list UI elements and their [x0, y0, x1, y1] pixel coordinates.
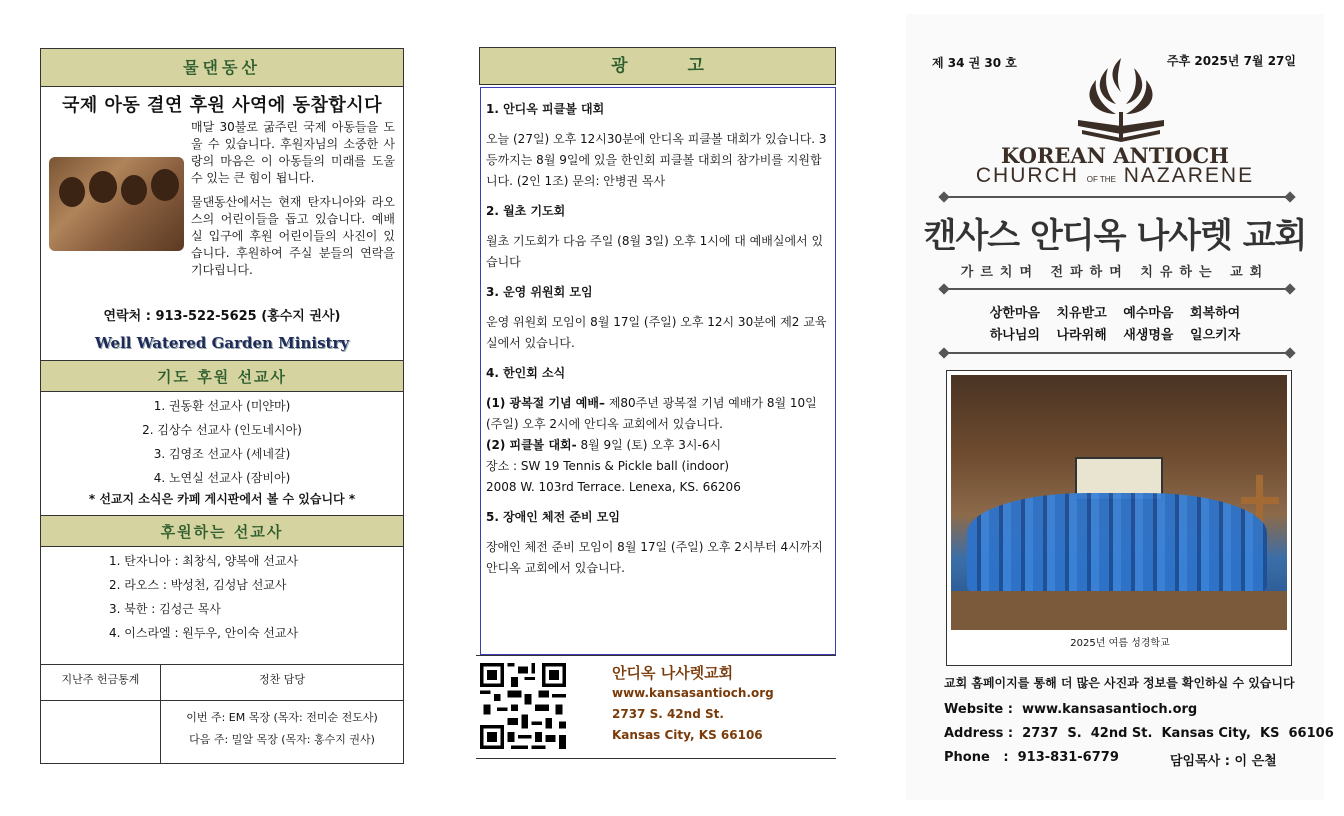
- supported-list: [41, 549, 403, 645]
- announcement-heading: 5. 장애인 체전 준비 모임: [486, 510, 620, 524]
- divider-rule: [946, 288, 1288, 290]
- item-label: (2) 피클볼 대회-: [486, 438, 577, 452]
- announcement-heading: 2. 월초 기도회: [486, 204, 566, 218]
- church-footer: [476, 655, 836, 759]
- announcement-body: 오늘 (27일) 오후 12시30분에 안디옥 피클볼 대회가 있습니다. 3등까지는 8월 9일에 있을 한인회 피클볼 대회의 참가비를 지원합니다. (2인 1조) 문의: 안병권 목사: [486, 132, 827, 188]
- footer-city: Kansas City, KS 66106: [612, 728, 763, 742]
- list-item: 2. 김상수 선교사 (인도네시아): [142, 423, 302, 437]
- announcements-panel: [480, 87, 836, 655]
- church-word: CHURCH: [975, 164, 1087, 187]
- footer-street: 2737 S. 42nd St.: [612, 707, 724, 721]
- list-item: 3. 북한 : 김성근 목사: [109, 602, 221, 616]
- homepage-info: 교회 홈페이지를 통해 더 많은 사진과 정보를 확인하실 수 있습니다: [944, 676, 1295, 690]
- stats-table: [41, 664, 403, 764]
- list-item: 4. 노연실 선교사 (잠비아): [153, 471, 291, 485]
- children-group: [967, 493, 1267, 593]
- church-logo-icon: [1066, 54, 1176, 148]
- address-row: Address : 2737 S. 42nd St. Kansas City, KS 66106: [944, 726, 1334, 741]
- bulletin-date: 주후 2025년 7월 27일: [1167, 54, 1296, 68]
- sponsorship-intro: [41, 117, 403, 307]
- sponsorship-text: [191, 119, 395, 279]
- offering-stats-header: 지난주 헌금통계: [61, 673, 140, 686]
- table-divider: [41, 700, 403, 701]
- section-title-prayer: 기도 후원 선교사: [41, 360, 403, 392]
- sponsorship-headline: 국제 아동 결연 후원 사역에 동참합시다: [61, 95, 383, 116]
- korean-church-name: 캔사스 안디옥 나사렛 교회: [923, 216, 1307, 256]
- korean-assoc-item-1: [486, 393, 829, 435]
- divider-rule: [946, 196, 1288, 198]
- contact-line: 연락처 : 913-522-5625 (홍수지 권사): [103, 309, 341, 324]
- footer-website-link[interactable]: www.kansasantioch.org: [612, 686, 774, 700]
- footer-church-name: 안디옥 나사렛교회: [612, 664, 734, 682]
- announcement-body: 월초 기도회가 다음 주일 (8월 3일) 오후 1시에 대 예배실에서 있습니다: [486, 234, 824, 269]
- qr-code-icon: [480, 663, 566, 749]
- children-photo: [49, 157, 184, 251]
- meal-duty-this-week: 이번 주: EM 목장 (목자: 전미순 전도사): [186, 711, 378, 724]
- venue-line: 장소 : SW 19 Tennis & Pickle ball (indoor): [486, 459, 730, 473]
- announcement-body: 장애인 체전 준비 모임이 8월 17일 (주일) 오후 2시부터 4시까지 안디옥 교회에서 있습니다.: [486, 540, 823, 575]
- nazarene-word: NAZARENE: [1115, 164, 1255, 187]
- korean-assoc-item-2: [486, 435, 829, 456]
- senior-pastor: 담임목사 : 이 은철: [1170, 754, 1277, 769]
- venue-address: 2008 W. 103rd Terrace. Lenexa, KS. 66206: [486, 480, 741, 494]
- photo-frame: [946, 370, 1292, 666]
- slogan-line-2: 하나님의 나라위해 새생명을 일으키자: [989, 328, 1241, 343]
- section-title-supported: 후원하는 선교사: [41, 515, 403, 547]
- meal-duty-next-week: 다음 주: 밀알 목장 (목자: 홍수지 권사): [189, 733, 375, 746]
- list-item: 1. 탄자니아 : 최창식, 양복애 선교사: [109, 554, 299, 568]
- church-name-line-1: KOREAN ANTIOCH: [1000, 143, 1230, 168]
- vbs-group-photo: [951, 375, 1287, 630]
- item-label: (1) 광복절 기념 예배–: [486, 396, 605, 410]
- volume-number: 제 34 권 30 호: [932, 56, 1017, 70]
- announcement-heading: 3. 운영 위원회 모임: [486, 285, 593, 299]
- list-item: 1. 권동환 선교사 (미얀마): [153, 399, 291, 413]
- phone-row: Phone : 913-831-6779: [944, 750, 1119, 765]
- ministry-logo-text: Well Watered Garden Ministry: [94, 334, 350, 352]
- announcement-body: 운영 위원회 모임이 8월 17일 (주일) 오후 12시 30분에 제2 교육실에서 있습니다.: [486, 315, 827, 350]
- slogan-line-1: 상한마음 치유받고 예수마음 회복하여: [989, 306, 1241, 321]
- announcement-heading: 1. 안디옥 피클볼 대회: [486, 102, 605, 116]
- church-name-line-2: [906, 164, 1324, 188]
- website-row[interactable]: Website : www.kansasantioch.org: [944, 702, 1198, 717]
- left-panel: [40, 48, 404, 764]
- announcements-title: 광고: [479, 47, 836, 85]
- cover-panel: [906, 14, 1334, 800]
- meal-duty-header: 정찬 담당: [258, 673, 305, 686]
- announcement-heading: 4. 한인회 소식: [486, 366, 566, 380]
- photo-caption: 2025년 여름 성경학교: [1070, 638, 1170, 649]
- of-the-small: OF THE: [1086, 175, 1116, 184]
- missionary-note: * 선교지 소식은 카페 게시판에서 볼 수 있습니다 *: [88, 492, 356, 506]
- list-item: 2. 라오스 : 박성천, 김성남 선교사: [109, 578, 287, 592]
- item-text: 제80주년 광복절 기념 예배가 8월 10일(주일) 오후 2시에 안디옥 교회에서 있습니다.: [486, 396, 817, 431]
- announcement-body: [486, 393, 829, 498]
- missionary-list: [41, 394, 403, 490]
- item-text: 8월 9일 (토) 오후 3시-6시: [576, 438, 722, 452]
- divider-rule: [946, 352, 1288, 354]
- section-title-wwg: 물댄동산: [41, 49, 403, 87]
- stage-floor: [951, 591, 1287, 630]
- sponsorship-para-1: 매달 30불로 굶주린 국제 아동들을 도울 수 있습니다. 후원자님의 소중한 사랑의 마음은 이 아동들의 미래를 도울 수 있는 큰 힘이 됩니다.: [191, 120, 395, 185]
- list-item: 3. 김영조 선교사 (세네갈): [153, 447, 291, 461]
- sponsorship-para-2: 물댄동산에서는 현재 탄자니아와 라오스의 어린이들을 돕고 있습니다. 예배실 입구에 후원 어린이들의 사진이 있습니다. 후원하여 주실 분들의 연락을 기다립니다.: [191, 195, 395, 277]
- church-motto: 가르치며 전파하며 치유하는 교회: [960, 265, 1270, 280]
- list-item: 4. 이스라엘 : 원두우, 안이숙 선교사: [109, 626, 299, 640]
